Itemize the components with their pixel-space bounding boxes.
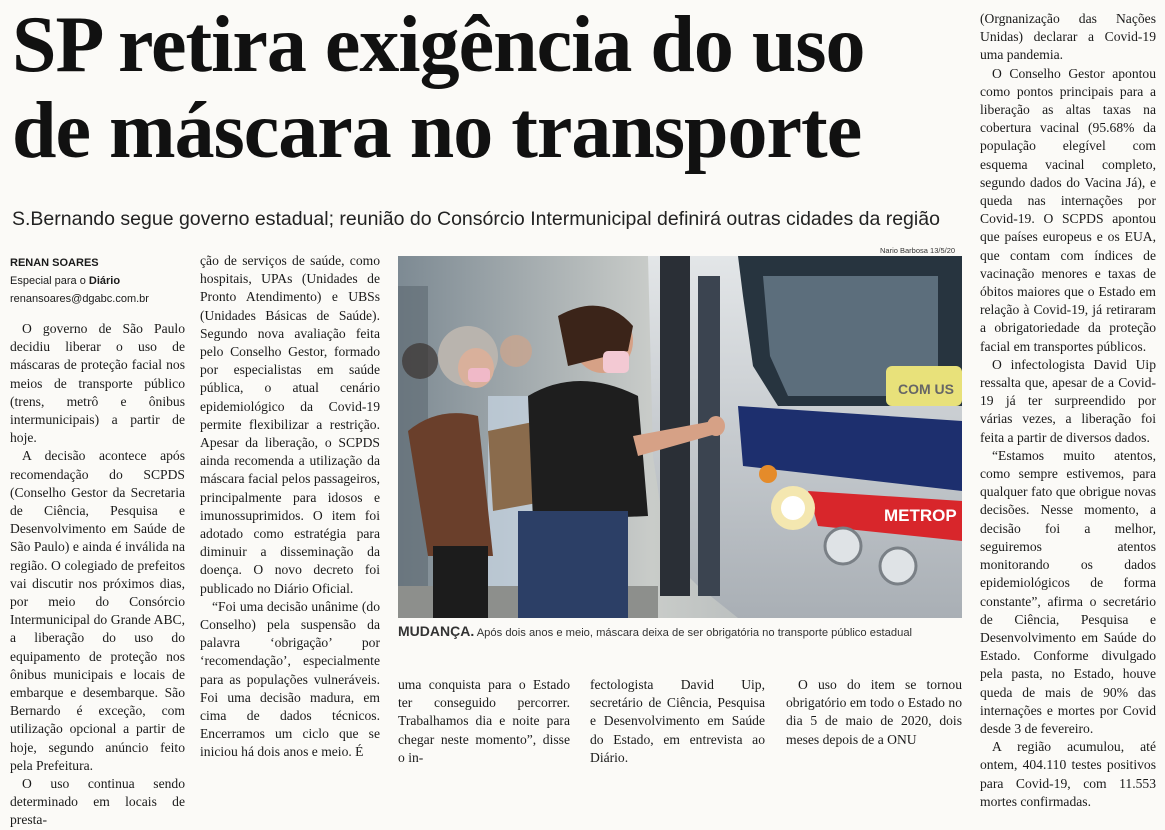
- photo-illustration: [398, 256, 962, 618]
- paragraph: A decisão acontece após recomendação do SCPDS (Conselho Gestor da Secretaria de Ciência, Pesquisa e Desenvolvimento em Saúde de São Paulo) e ainda é inválida na região. O colegiado de prefeitos vai discutir nos próximos dias, por meio do Consórcio Intermunicipal do Grande ABC, a liberação do uso do equipamento de proteção nos ônibus municipais e locais de embarque e desembarque. São Bernardo é exceção, com utilização opcional a partir de hoje, segundo anúncio feito pela Prefeitura.: [10, 448, 185, 773]
- author-role-prefix: Especial para o: [10, 275, 86, 287]
- headline-line-1: SP retira exigência do uso: [12, 1, 865, 89]
- article-column-3: [980, 10, 1156, 811]
- article-lower-column-2: fectologista David Uip, secretário de Ciência, Pesquisa e Desenvolvimento em Saúde do Estado, em entrevista ao Diário.: [590, 677, 765, 765]
- article-lower-column-3: O uso do item se tornou obrigatório em todo o Estado no dia 5 de maio de 2020, dois meses depois de a ONU: [786, 677, 962, 747]
- byline: [10, 254, 190, 308]
- author-role: [10, 272, 190, 290]
- paragraph: “Foi uma decisão unânime (do Conselho) pela suspensão da palavra ‘obrigação’ por ‘recomendação’, especialmente para as populações vulneráveis. Foi uma decisão madura, em cima de dados técnicos. Encerramos um ciclo que se iniciou há dois anos e meio. É: [200, 598, 380, 760]
- article-lower-column-1: uma conquista para o Estado ter conseguido percorrer. Trabalhamos dia e noite para chegar neste momento”, disse o in-: [398, 677, 570, 765]
- article-column-2: [200, 252, 380, 762]
- paragraph: O uso continua sendo determinado em locais de presta-: [10, 776, 185, 828]
- headline-line-2: de máscara no transporte: [12, 87, 862, 175]
- photo-caption: [398, 623, 962, 639]
- newspaper-name: Diário: [88, 275, 121, 287]
- author-name: RENAN SOARES: [10, 257, 99, 269]
- subheadline: S.Bernando segue governo estadual; reunião do Consórcio Intermunicipal definirá outras cidades da região: [12, 208, 940, 230]
- paragraph: A região acumulou, até ontem, 404.110 testes positivos para Covid-19, com 11.553 mortes confirmadas.: [980, 739, 1156, 809]
- paragraph: ção de serviços de saúde, como hospitais, UPAs (Unidades de Pronto Atendimento) e UBSs (Unidades Básicas de Saúde). Segundo nova avaliação feita pelo Conselho Gestor, formado por especialistas em saúde pública, o atual cenário epidemiológico da Covid-19 permite flexibilizar a restrição. Apesar da liberação, o SCPDS ainda recomenda a utilização da máscara facial pelos passageiros, principalmente para idosos e imunossuprimidos. O item foi adotado como estratégia para diminuir a disseminação da doença. O novo decreto foi publicado no Diário Oficial.: [200, 253, 380, 596]
- author-email[interactable]: renansoares@dgabc.com.br: [10, 293, 149, 305]
- caption-keyword: MUDANÇA.: [398, 623, 475, 639]
- paragraph: O Conselho Gestor apontou como pontos principais para a liberação as altas taxas na cobertura vacinal (95.68% da população elegível com esquema vacinal completo, segundo dados do Vacina Já), e queda nas internações por Covid-19. O SCPDS apontou que países europeus e os EUA, que contam com índices de vacinação menores e taxas de óbitos maiores que o Estado em relação à Covid-19, já retiraram a obrigatoriedade da proteção facial em transportes públicos.: [980, 65, 1156, 354]
- caption-text: Após dois anos e meio, máscara deixa de ser obrigatória no transporte público estadual: [474, 627, 913, 639]
- paragraph: (Orgnanização das Nações Unidas) declarar a Covid-19 uma pandemia.: [980, 11, 1156, 63]
- news-photo: [398, 256, 962, 618]
- bus-sticker-text: COM US: [898, 381, 954, 397]
- photo-credit: Nario Barbosa 13/5/20: [880, 246, 956, 255]
- headline: [12, 2, 962, 174]
- paragraph: O governo de São Paulo decidiu liberar o uso de máscaras de proteção facial nos meios de transporte público (trens, metrô e ônibus intermunicipais) a partir de hoje.: [10, 321, 185, 446]
- bus-sign-text: METROP: [884, 506, 957, 525]
- paragraph: O infectologista David Uip ressalta que, apesar de a Covid-19 já ter surpreendido por várias vezes, a liberação foi feita a partir de diversos dados.: [980, 356, 1156, 445]
- article-column-1: [10, 320, 185, 830]
- paragraph: “Estamos muito atentos, como sempre estivemos, para qualquer fato que obrigue novas decisões. Nesse momento, a decisão foi a melhor, seguiremos atentos monitorando os dados epidemiológicos de forma constante”, afirma o secretário de Ciência, Pesquisa e Desenvolvimento em Saúde do Estado. Conforme divulgado pela pasta, no Estado, houve queda de mais de 90% das internações e mortes por Covid desde 3 de fevereiro.: [980, 447, 1156, 736]
